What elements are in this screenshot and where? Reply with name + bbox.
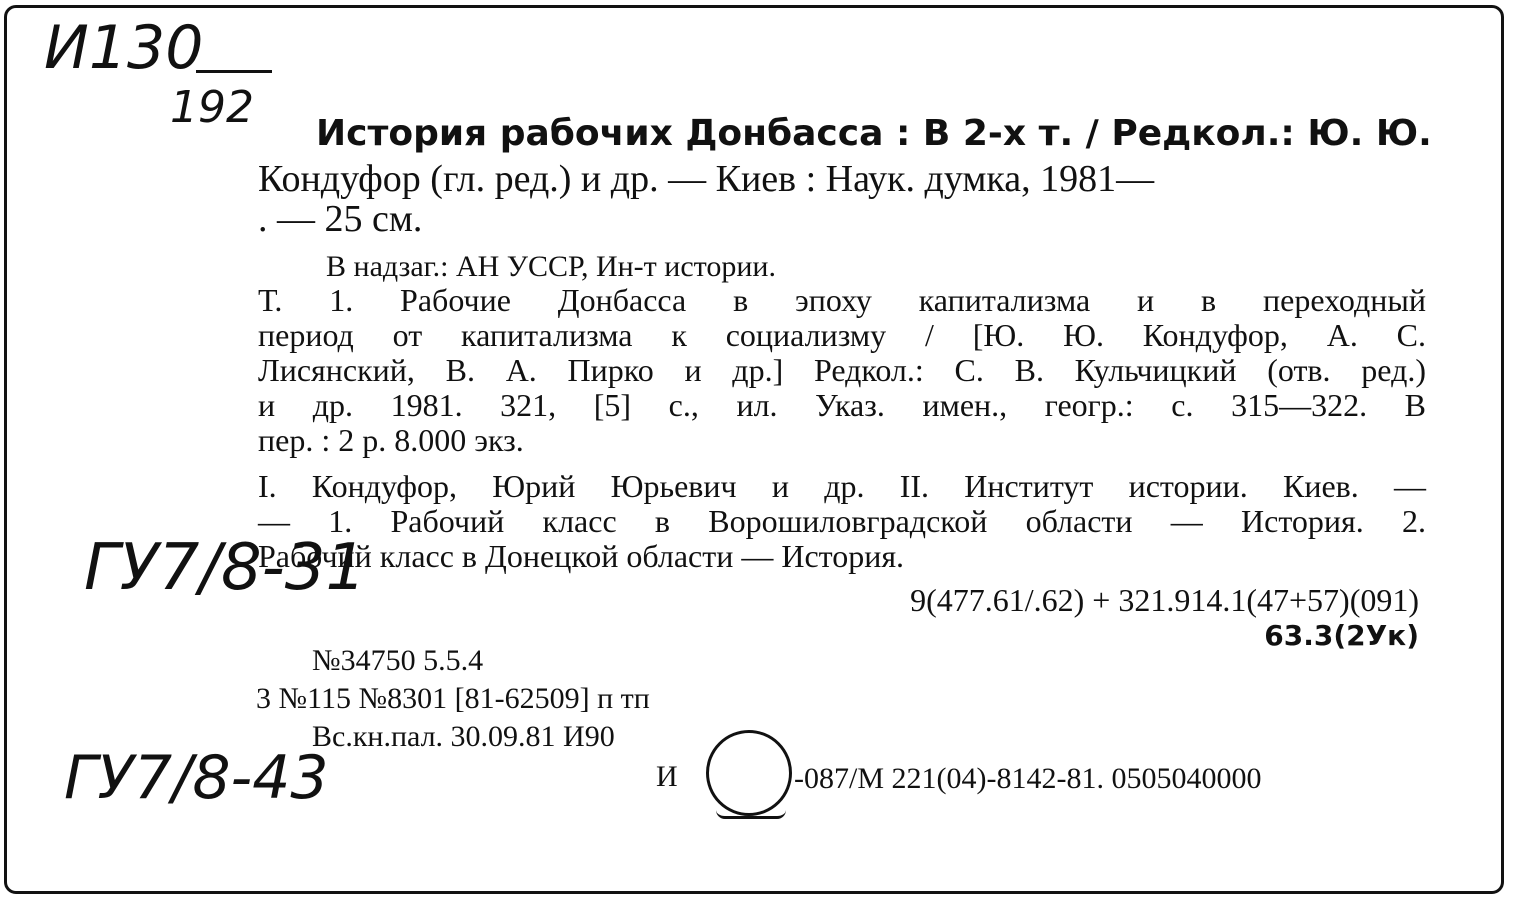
index-code-tail: -087/М 221(04)-8142-81. 0505040000	[794, 762, 1262, 795]
entry-line-2: Кондуфор (гл. ред.) и др. — Киев : Наук. думка, 1981—	[258, 158, 1155, 200]
index-code-prefix: И	[656, 760, 678, 793]
bbk-code: 63.3(2Ук)	[1264, 619, 1419, 652]
entry-title: История рабочих Донбасса : В 2-х т. / Редкол.: Ю. Ю.	[316, 113, 1432, 154]
handwritten-fraction-bar	[196, 70, 272, 73]
entry-line-3: . — 25 см.	[258, 198, 423, 240]
volume-line-3: Лисянский, В. А. Пирко и др.] Редкол.: С. В. Кульчицкий (отв. ред.)	[258, 352, 1426, 388]
volume-line-4: и др. 1981. 321, [5] с., ил. Указ. имен., геогр.: с. 315—322. В	[258, 387, 1426, 423]
circle-stamp-icon	[706, 730, 792, 816]
book-chamber-date: Вс.кн.пал. 30.09.81 И90	[312, 720, 615, 753]
handwritten-code-main: И130	[44, 13, 204, 83]
volume-line-5: пер. : 2 р. 8.000 экз.	[258, 422, 524, 458]
entry-note: В надзаг.: АН УССР, Ин-т истории.	[326, 250, 776, 283]
handwritten-code-sub: 192	[170, 82, 254, 133]
volume-line-1: Т. 1. Рабочие Донбасса в эпоху капитализма и в переходный	[258, 282, 1426, 318]
record-codes: 3 №115 №8301 [81-62509] п тп	[256, 682, 650, 715]
stamp-underline	[716, 810, 786, 819]
handwritten-shelf-mark-2: ГУ7/8-43	[64, 743, 329, 813]
handwritten-shelf-mark-1: ГУ7/8-31	[84, 531, 367, 605]
subject-line-3: Рабочий класс в Донецкой области — История.	[258, 538, 905, 574]
subject-line-1: I. Кондуфор, Юрий Юрьевич и др. II. Институт истории. Киев. —	[258, 468, 1427, 504]
volume-line-2: период от капитализма к социализму / [Ю. Ю. Кондуфор, А. С.	[258, 317, 1426, 353]
udc-code: 9(477.61/.62) + 321.914.1(47+57)(091)	[910, 582, 1419, 618]
subject-line-2: — 1. Рабочий класс в Ворошиловградской области — История. 2.	[258, 503, 1426, 539]
record-number: №34750 5.5.4	[312, 644, 484, 677]
